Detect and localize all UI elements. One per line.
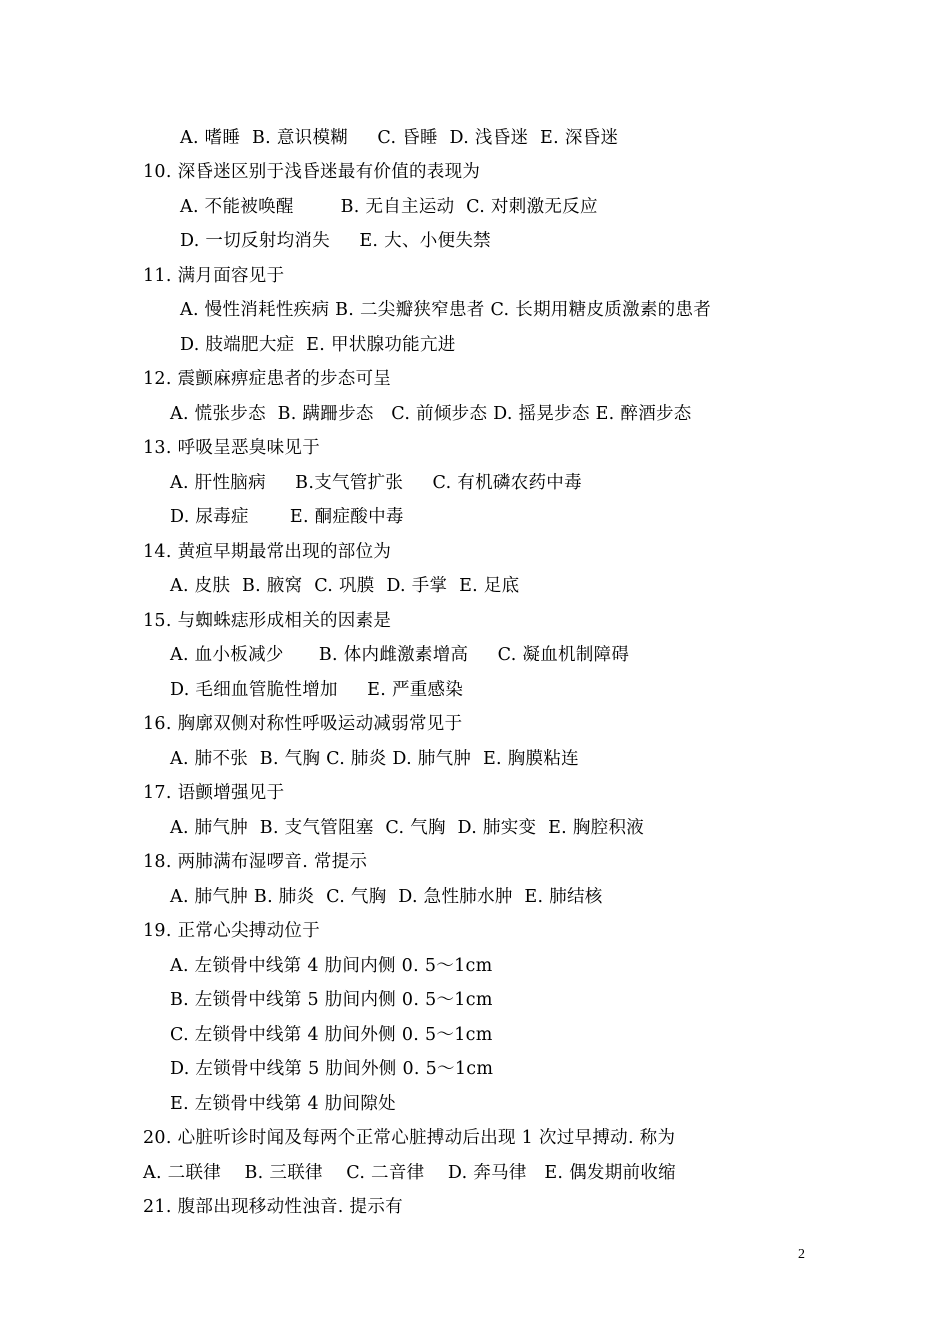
text-line-21: A. 肺气肿 B. 支气管阻塞 C. 气胸 D. 肺实变 E. 胸腔积液 [170, 818, 645, 838]
text-line-09: A. 慌张步态 B. 蹒跚步态 C. 前倾步态 D. 摇晃步态 E. 醉酒步态 [170, 404, 692, 424]
text-line-06: A. 慢性消耗性疾病 B. 二尖瓣狭窄患者 C. 长期用糖皮质激素的患者 [180, 300, 712, 320]
text-line-25: A. 左锁骨中线第 4 肋间内侧 0. 5～1cm [170, 956, 493, 976]
text-line-31: A. 二联律 B. 三联律 C. 二音律 D. 奔马律 E. 偶发期前收缩 [143, 1163, 676, 1183]
text-line-14: A. 皮肤 B. 腋窝 C. 巩膜 D. 手掌 E. 足底 [170, 576, 520, 596]
text-line-26: B. 左锁骨中线第 5 肋间内侧 0. 5～1cm [170, 990, 493, 1010]
text-line-07: D. 肢端肥大症 E. 甲状腺功能亢进 [180, 335, 456, 355]
text-line-28: D. 左锁骨中线第 5 肋间外侧 0. 5～1cm [170, 1059, 494, 1079]
text-line-20: 17. 语颤增强见于 [143, 783, 285, 803]
text-line-29: E. 左锁骨中线第 4 肋间隙处 [170, 1094, 396, 1114]
text-line-24: 19. 正常心尖搏动位于 [143, 921, 320, 941]
text-line-04: D. 一切反射均消失 E. 大、小便失禁 [180, 231, 491, 251]
text-line-16: A. 血小板减少 B. 体内雌激素增高 C. 凝血机制障碍 [170, 645, 630, 665]
text-line-05: 11. 满月面容见于 [143, 266, 285, 286]
text-line-02: 10. 深昏迷区别于浅昏迷最有价值的表现为 [143, 162, 481, 182]
text-line-13: 14. 黄疸早期最常出现的部位为 [143, 542, 392, 562]
text-line-10: 13. 呼吸呈恶臭味见于 [143, 438, 320, 458]
text-line-12: D. 尿毒症 E. 酮症酸中毒 [170, 507, 404, 527]
text-line-27: C. 左锁骨中线第 4 肋间外侧 0. 5～1cm [170, 1025, 493, 1045]
text-line-17: D. 毛细血管脆性增加 E. 严重感染 [170, 680, 464, 700]
text-line-30: 20. 心脏听诊时闻及每两个正常心脏搏动后出现 1 次过早搏动. 称为 [143, 1128, 676, 1148]
text-line-19: A. 肺不张 B. 气胸 C. 肺炎 D. 肺气肿 E. 胸膜粘连 [170, 749, 579, 769]
text-line-18: 16. 胸廓双侧对称性呼吸运动减弱常见于 [143, 714, 463, 734]
text-line-08: 12. 震颤麻痹症患者的步态可呈 [143, 369, 392, 389]
text-line-23: A. 肺气肿 B. 肺炎 C. 气胸 D. 急性肺水肿 E. 肺结核 [170, 887, 603, 907]
text-line-15: 15. 与蜘蛛痣形成相关的因素是 [143, 611, 392, 631]
text-line-22: 18. 两肺满布湿啰音. 常提示 [143, 852, 368, 872]
text-line-32: 21. 腹部出现移动性浊音. 提示有 [143, 1197, 403, 1217]
text-line-03: A. 不能被唤醒 B. 无自主运动 C. 对刺激无反应 [180, 197, 598, 217]
text-line-01: A. 嗜睡 B. 意识模糊 C. 昏睡 D. 浅昏迷 E. 深昏迷 [180, 128, 619, 148]
text-line-11: A. 肝性脑病 B.支气管扩张 C. 有机磷农药中毒 [170, 473, 582, 493]
page-number: 2 [798, 1247, 805, 1262]
